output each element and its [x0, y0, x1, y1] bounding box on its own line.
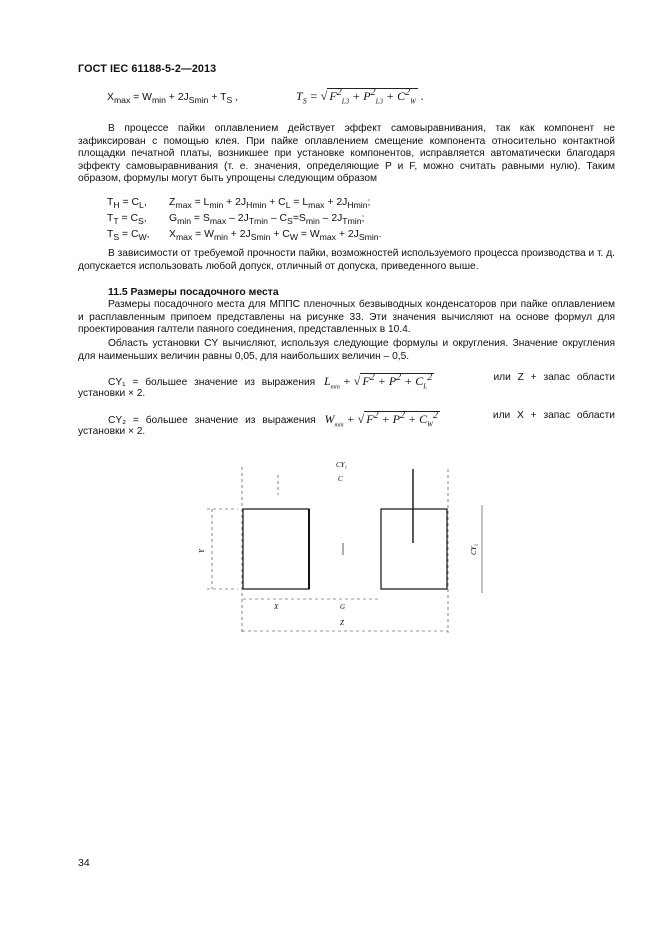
document-header: ГОСТ IEC 61188-5-2—2013 [78, 63, 217, 75]
cy1-formula: CY₁ = большее значение из выражения $L_{min}$ + √ $F^2 + P^2 + C_L^2$ или Z + запас области [108, 372, 615, 391]
cy1-line2: установки × 2. [78, 388, 146, 399]
cy2-formula: CY₂ = большее значение из выражения $W_{min}$ + √ $F^2 + P^2 + C_W^2$ или X + запас области [108, 410, 615, 429]
label-cy2: CY₂ [470, 544, 478, 555]
label-c: C [338, 475, 343, 483]
land-pattern-figure [190, 455, 510, 640]
page-number: 34 [78, 857, 90, 869]
label-g: G [340, 603, 346, 611]
left-land-pad [243, 509, 309, 589]
formula-ts: $T_S$ = √ $F^2_{L3} + P^2_{L3} + C^2_W$ . [296, 87, 424, 106]
label-z: Z [340, 619, 344, 627]
paragraph-self-alignment: В процессе пайки оплавлением действует эффект самовыравнивания, так как компонент не зафиксирован с помощью клея. При пайке оплавлением смещение компонента относительно контактной площадки печатной платы, возникшее при установке компонентов, исправляется автоматически благодаря эффекту самовыравнивания (т. е. значения, определяющие P и F, можно считать равными нулю). Таким образом, формулы могут быть упрощены следующим образом [78, 123, 615, 185]
cy2-line2: установки × 2. [78, 426, 146, 437]
label-x: X [274, 603, 279, 611]
formula-xmax: $X_{max} = W_{min} + 2J_{Smin} + T_S$ , [107, 92, 239, 106]
right-land-pad [381, 509, 447, 589]
paragraph-land-pattern: Размеры посадочного места для МППС пленочных безвыводных конденсаторов при пайке оплавлением и расплавленным припоем представлены на рисунке 33. Эти значения вычисляют на основе формул для проектирования галтели паяного соединения, представленных в 10.4. [78, 299, 615, 336]
paragraph-courtyard: Область установки CY вычисляют, используя следующие формулы и округления. Значение округления для наименьших величин равны 0,05, для наибольших величин – 0,5. [78, 338, 615, 362]
label-y: Y [198, 549, 206, 553]
simplified-formulas: $T_H = C_L$, $Z_{max} = L_{min} + 2J_{Hmin} + C_L = L_{max} + 2J_{Hmin}$; $T_T = C_S$, $G_{min} = S_{max} - 2J_{Tmin} - C_S=S_{min} - 2J_{Tmin}$; $T_S = C_W$, $X_{max} = W_{min} + 2J_{Smin} + C_W = W_{max} + 2J_{Smin}$. [107, 197, 382, 243]
label-cy1: CY₁ [336, 461, 347, 469]
paragraph-tolerance: В зависимости от требуемой прочности пайки, возможностей используемого процесса производства и т. д. допускается использовать любой допуск, отличный от допуска, приведенного выше. [78, 248, 615, 272]
section-title: 11.5 Размеры посадочного места [108, 287, 279, 298]
